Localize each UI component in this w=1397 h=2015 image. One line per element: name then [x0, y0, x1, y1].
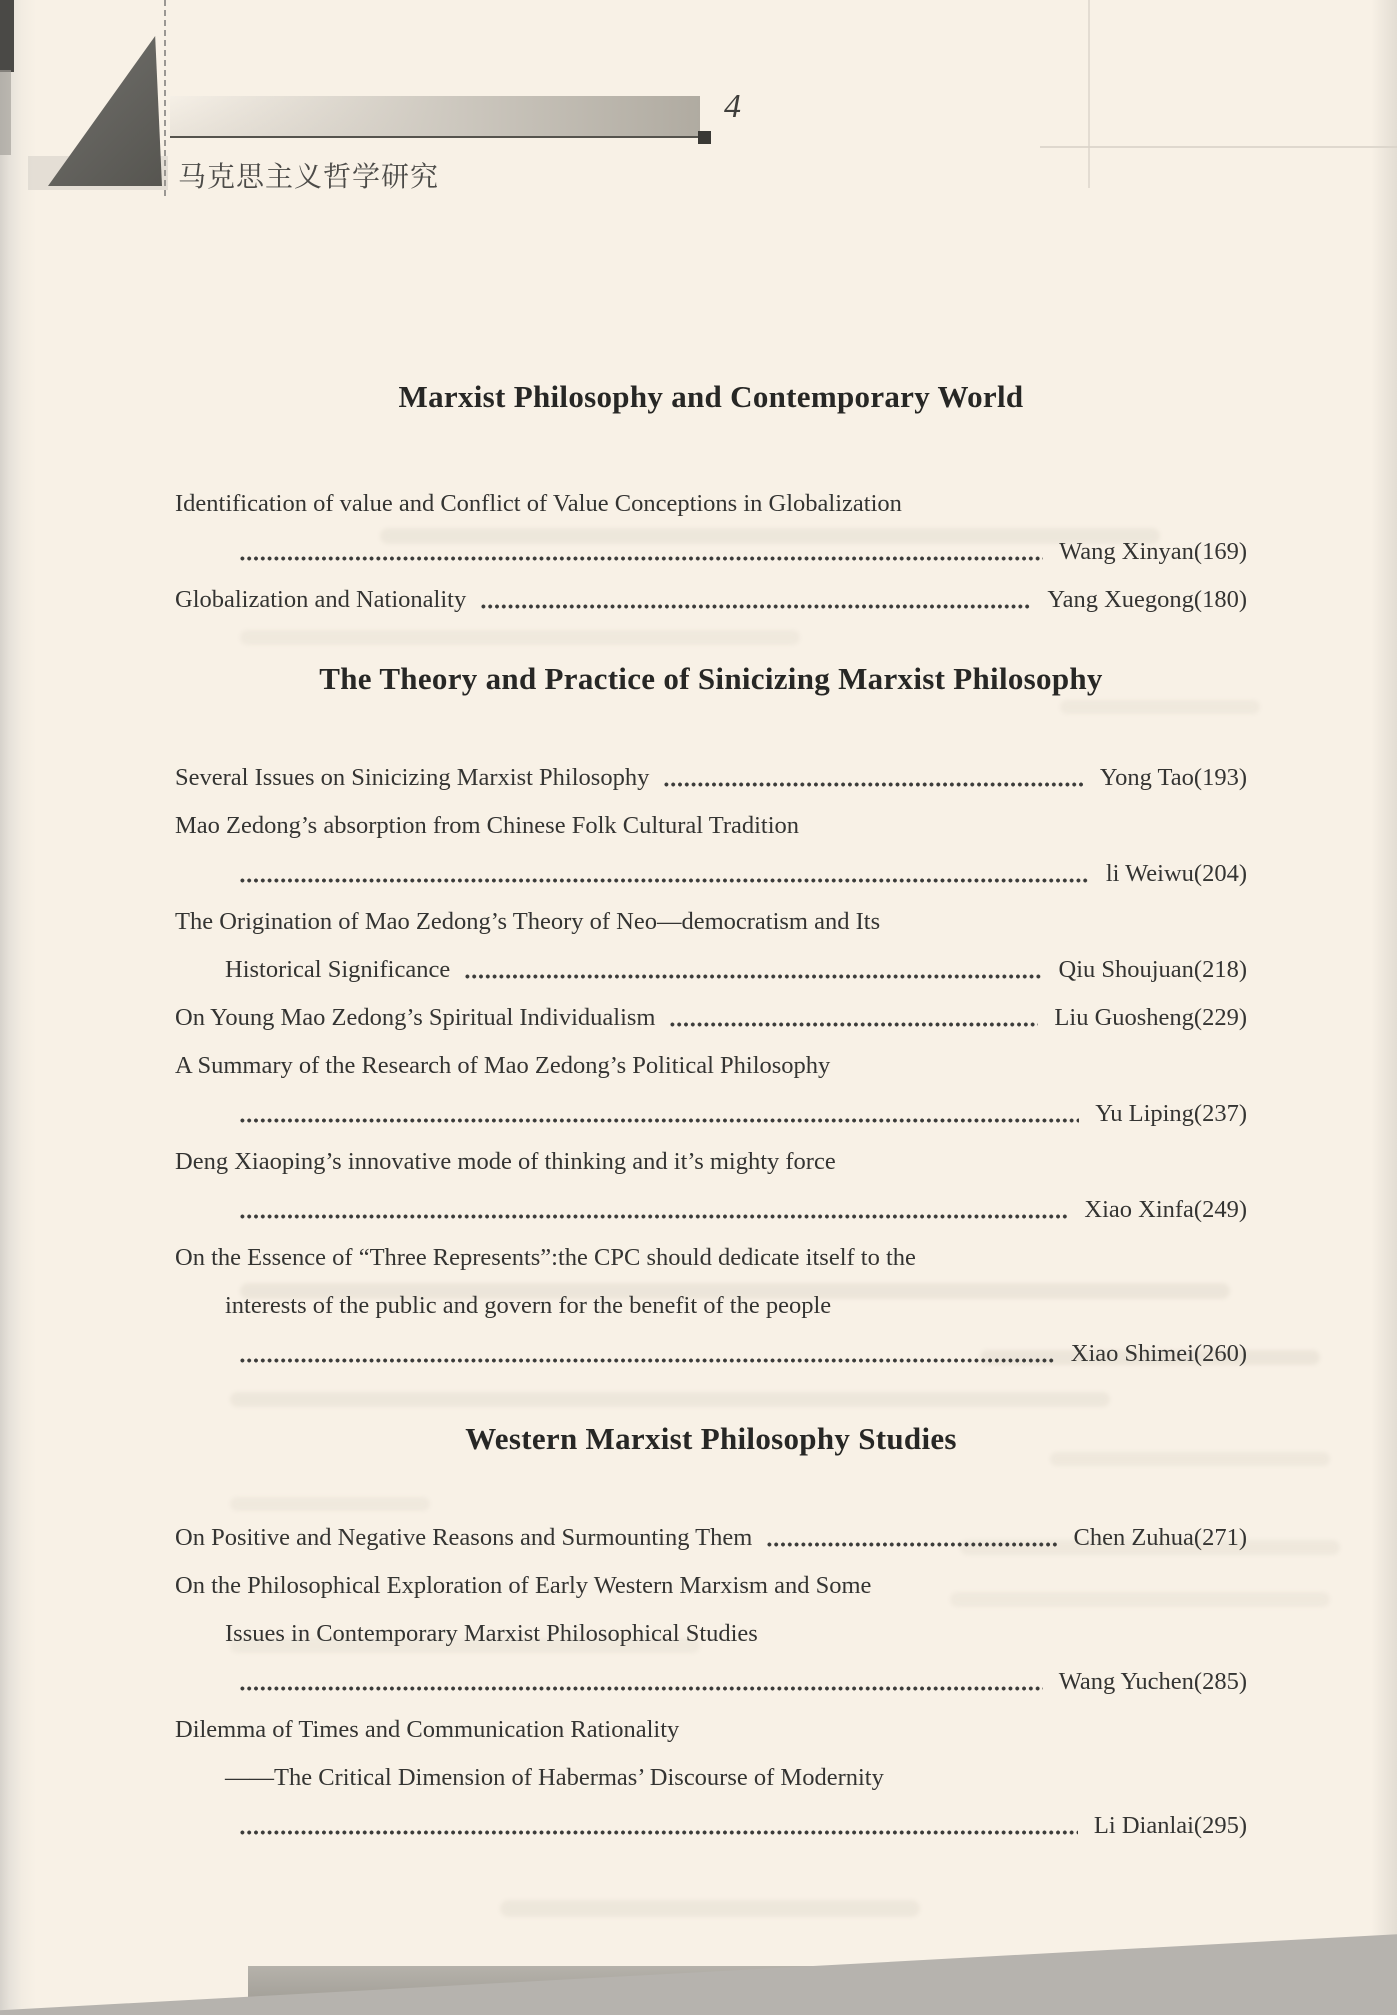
toc-author-page: Xiao Shimei(260)	[1070, 1340, 1247, 1367]
header-rule-end-square	[698, 131, 711, 144]
toc-line	[175, 1562, 1247, 1610]
dotted-leader	[669, 1020, 1038, 1029]
toc-line	[175, 1754, 1247, 1802]
bleed-through-artifact	[500, 1900, 920, 1917]
toc-author-page: Yu Liping(237)	[1095, 1100, 1247, 1127]
toc-line	[175, 946, 1247, 994]
toc-entry-title: On the Philosophical Exploration of Early Western Marxism and Some	[175, 1572, 872, 1599]
toc-entry-title: ——The Critical Dimension of Habermas’ Discourse of Modernity	[225, 1764, 884, 1791]
toc-line	[175, 898, 1247, 946]
toc-author-page: Wang Yuchen(285)	[1058, 1668, 1247, 1695]
toc-author-page: Xiao Xinfa(249)	[1084, 1196, 1247, 1223]
dotted-leader	[239, 1212, 1068, 1221]
scan-crease	[1040, 146, 1397, 148]
toc-line	[175, 528, 1247, 576]
corner-triangle-graphic	[48, 36, 162, 186]
toc-entry-title: Historical Significance	[225, 956, 451, 983]
toc-line	[175, 1610, 1247, 1658]
toc-entry-title: Dilemma of Times and Communication Rationality	[175, 1716, 680, 1743]
dotted-leader	[239, 876, 1090, 885]
toc-entry-title: Globalization and Nationality	[175, 586, 467, 613]
toc-author-page: Chen Zuhua(271)	[1073, 1524, 1247, 1551]
toc-line	[175, 1186, 1247, 1234]
page-number: 4	[724, 88, 741, 125]
table-of-contents	[175, 374, 1247, 1850]
header-gradient-bar	[170, 96, 700, 137]
toc-entry-title: Mao Zedong’s absorption from Chinese Folk Cultural Tradition	[175, 812, 800, 839]
toc-line	[175, 1282, 1247, 1330]
toc-line	[175, 1514, 1247, 1562]
toc-line	[175, 1138, 1247, 1186]
scan-crease	[1088, 0, 1090, 188]
toc-author-page: Yang Xuegong(180)	[1047, 586, 1247, 613]
toc-author-page: Liu Guosheng(229)	[1054, 1004, 1247, 1031]
section-heading: Western Marxist Philosophy Studies	[465, 1421, 957, 1456]
dotted-leader	[480, 602, 1031, 611]
toc-author-page: Wang Xinyan(169)	[1059, 538, 1247, 565]
dotted-leader	[239, 1356, 1055, 1365]
dotted-leader	[239, 1684, 1043, 1693]
dotted-leader	[766, 1540, 1057, 1549]
toc-line	[175, 1090, 1247, 1138]
toc-line	[175, 1330, 1247, 1378]
toc-line	[175, 994, 1247, 1042]
toc-author-page: Qiu Shoujuan(218)	[1058, 956, 1247, 983]
toc-entry-title: interests of the public and govern for the benefit of the people	[225, 1292, 832, 1319]
toc-entry-title: On Positive and Negative Reasons and Surmounting Them	[175, 1524, 753, 1551]
dotted-leader	[464, 972, 1042, 981]
section-heading: Marxist Philosophy and Contemporary World	[398, 379, 1024, 414]
toc-entry-title: Several Issues on Sinicizing Marxist Philosophy	[175, 764, 650, 791]
toc-line	[175, 802, 1247, 850]
dotted-leader	[239, 1116, 1079, 1125]
toc-entry-title: Issues in Contemporary Marxist Philosophical Studies	[225, 1620, 758, 1647]
toc-line	[175, 1234, 1247, 1282]
toc-entry-title: Identification of value and Conflict of Value Conceptions in Globalization	[175, 490, 902, 517]
corner-smudge	[0, 70, 11, 155]
toc-line	[175, 1706, 1247, 1754]
dotted-leader	[239, 1828, 1078, 1837]
header-rule	[170, 136, 700, 138]
right-page-edge	[1371, 0, 1397, 2015]
left-page-edge	[0, 0, 36, 2015]
toc-line	[175, 1658, 1247, 1706]
toc-line	[175, 576, 1247, 624]
toc-entry-title: Deng Xiaoping’s innovative mode of thinking and it’s mighty force	[175, 1148, 836, 1175]
toc-line	[175, 1802, 1247, 1850]
toc-entry-title: On the Essence of “Three Represents”:the CPC should dedicate itself to the	[175, 1244, 916, 1271]
dotted-leader	[239, 554, 1043, 563]
toc-entry-title: On Young Mao Zedong’s Spiritual Individualism	[175, 1004, 656, 1031]
journal-title-chinese: 马克思主义哲学研究	[178, 160, 440, 193]
toc-line	[175, 1042, 1247, 1090]
toc-entry-title: A Summary of the Research of Mao Zedong’s Political Philosophy	[175, 1052, 831, 1079]
toc-author-page: Yong Tao(193)	[1099, 764, 1247, 791]
toc-entry-title: The Origination of Mao Zedong’s Theory of Neo—democratism and Its	[175, 908, 881, 935]
toc-author-page: Li Dianlai(295)	[1093, 1812, 1247, 1839]
toc-author-page: li Weiwu(204)	[1105, 860, 1247, 887]
corner-smudge	[0, 0, 14, 72]
vertical-dashed-rule	[164, 0, 166, 196]
toc-line	[175, 480, 1247, 528]
dotted-leader	[663, 780, 1084, 789]
toc-line	[175, 754, 1247, 802]
section-heading: The Theory and Practice of Sinicizing Marxist Philosophy	[319, 661, 1103, 696]
toc-line	[175, 850, 1247, 898]
